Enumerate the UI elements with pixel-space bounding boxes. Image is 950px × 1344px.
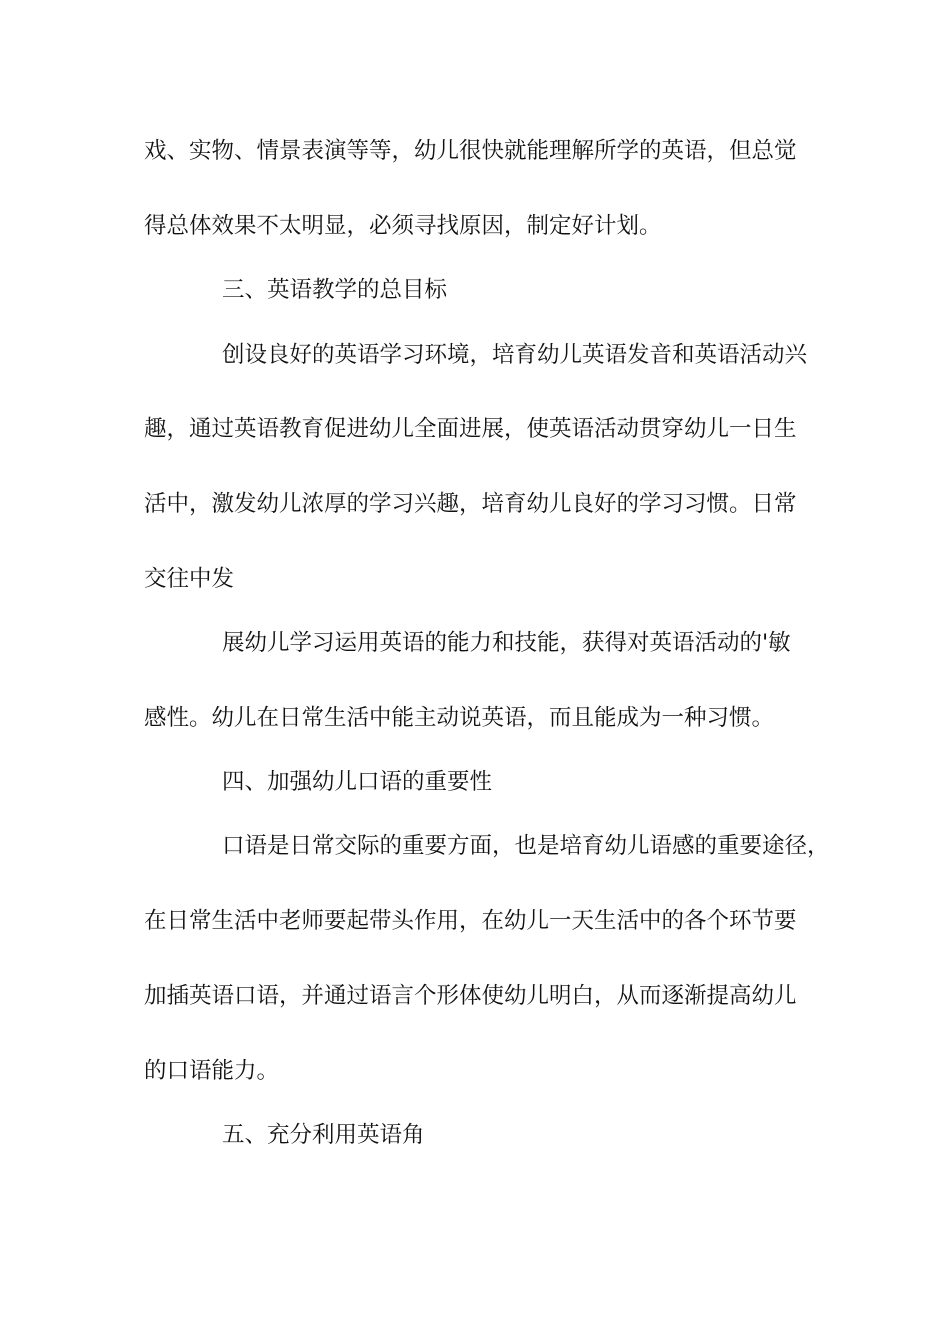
body-text-line: 在日常生活中老师要起带头作用，在幼儿一天生活中的各个环节要 <box>144 908 797 934</box>
body-text-line: 加插英语口语，并通过语言个形体使幼儿明白，从而逐渐提高幼儿 <box>144 983 797 1009</box>
body-text-line: 得总体效果不太明显，必须寻找原因，制定好计划。 <box>144 213 662 239</box>
body-text-line: 的口语能力。 <box>144 1058 280 1084</box>
body-text-line: 创设良好的英语学习环境，培育幼儿英语发音和英语活动兴 <box>222 342 808 368</box>
section-heading: 四、加强幼儿口语的重要性 <box>222 769 493 795</box>
body-text-line: 活中，激发幼儿浓厚的学习兴趣，培育幼儿良好的学习习惯。日常 <box>144 491 797 517</box>
body-text-line: 交往中发 <box>144 566 235 592</box>
body-text-line: 感性。幼儿在日常生活中能主动说英语，而且能成为一种习惯。 <box>144 705 775 731</box>
section-heading: 三、英语教学的总目标 <box>222 277 448 303</box>
body-text-line: 展幼儿学习运用英语的能力和技能，获得对英语活动的'敏 <box>222 630 791 656</box>
body-text-line: 口语是日常交际的重要方面，也是培育幼儿语感的重要途径， <box>222 833 830 859</box>
body-text-line: 趣，通过英语教育促进幼儿全面进展，使英语活动贯穿幼儿一日生 <box>144 416 797 442</box>
section-heading: 五、充分利用英语角 <box>222 1122 425 1148</box>
body-text-line: 戏、实物、情景表演等等，幼儿很快就能理解所学的英语，但总觉 <box>144 138 797 164</box>
